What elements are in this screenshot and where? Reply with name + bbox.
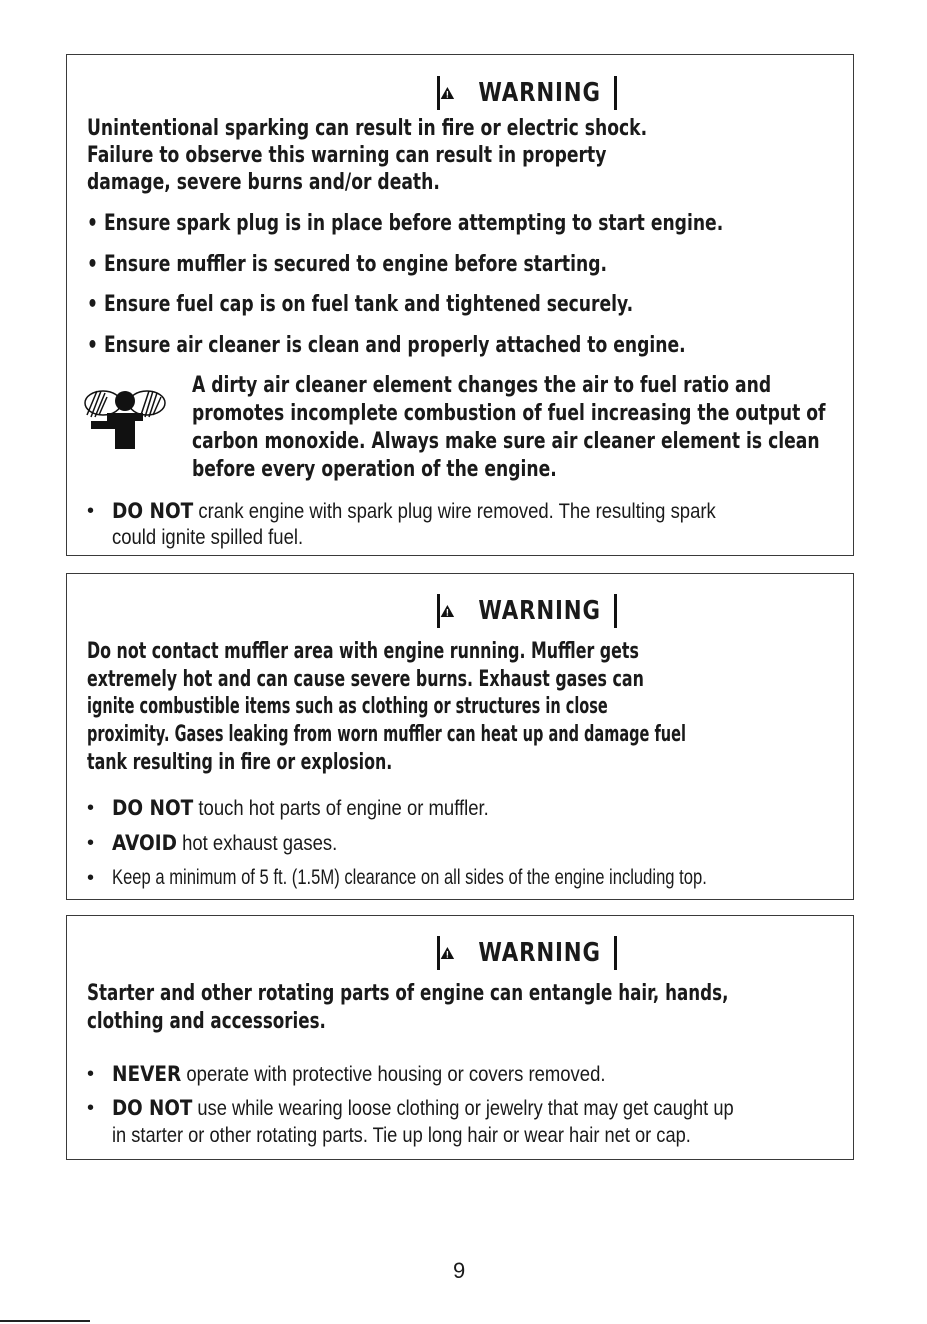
bullet-rest: operate with protective housing or covers removed. [181,1063,606,1086]
footer-rule [0,1320,90,1322]
intro-line: tank resulting in fire or explosion. [87,750,393,775]
warning-triangle-icon [440,601,455,621]
bullet-line2: in starter or other rotating parts. Tie up long hair or wear hair net or cap. [112,1124,691,1147]
intro-line: Do not contact muffler area with engine running. Muffler gets [87,639,639,664]
intro-line: proximity. Gases leaking from worn muffler can heat up and damage fuel [87,722,686,747]
cleaner-note-line: carbon monoxide. Always make sure air cleaner element is clean [192,429,820,454]
intro-line: ignite combustible items such as clothing or structures in close [87,694,608,719]
bullet-emphasis: NEVER [112,1062,182,1086]
cleaner-note-line: A dirty air cleaner element changes the air to fuel ratio and [192,373,772,398]
warning-label-text: WARNING [478,596,601,626]
bullet-item [112,829,337,858]
bullet-item: • Ensure spark plug is in place before attempting to start engine. [87,211,724,236]
warning-box-sparking [66,54,854,556]
cleaner-note-line: promotes incomplete combustion of fuel increasing the output of [192,401,826,426]
warning-triangle-icon [440,943,455,963]
cleaner-note [192,372,839,484]
bullet-dot: • [87,500,95,522]
intro-line: Starter and other rotating parts of engine can entangle hair, hands, [87,981,729,1006]
intro-line: Failure to observe this warning can result in property [87,143,607,168]
bullet-emphasis: DO NOT [112,1096,193,1120]
bullet-item: • Ensure fuel cap is on fuel tank and tightened securely. [87,292,634,317]
do-not-crank-text [112,497,716,526]
bullet-dot: • [87,867,95,889]
warning-box-rotating-parts [66,915,854,1160]
do-not-rest: crank engine with spark plug wire removed. The resulting spark [193,500,716,523]
do-not-crank-line2: could ignite spilled fuel. [112,526,304,549]
bullet-rest: use while wearing loose clothing or jewelry that may get caught up [192,1097,734,1120]
bullet-rest: touch hot parts of engine or muffler. [193,797,489,820]
bullet-dot: • [87,1063,95,1085]
warning-label-text: WARNING [478,938,601,968]
bullet-dot: • [87,832,95,854]
bullet-rest: hot exhaust gases. [176,832,338,855]
bullet-emphasis: AVOID [112,831,177,855]
bullet-dot: • [87,1097,95,1119]
bullet-item: • Ensure muffler is secured to engine before starting. [87,252,608,277]
bullet-item: • Ensure air cleaner is clean and properly attached to engine. [87,333,686,358]
warning-box-muffler [66,573,854,900]
warning-label [437,76,617,110]
toxic-fumes-icon [81,381,171,451]
page-number: 9 [453,1258,466,1283]
bullet-dot: • [87,797,95,819]
do-not-emphasis: DO NOT [112,499,194,523]
bullet-item: Keep a minimum of 5 ft. (1.5M) clearance on all sides of the engine including top. [112,866,707,889]
intro-line: extremely hot and can cause severe burns. Exhaust gases can [87,667,644,692]
intro-line: damage, severe burns and/or death. [87,170,440,195]
warning-label [437,594,617,628]
bullet-item [112,1060,605,1089]
intro-line: clothing and accessories. [87,1009,326,1034]
warning-label-text: WARNING [478,78,601,108]
cleaner-note-line: before every operation of the engine. [192,457,557,482]
intro-line: Unintentional sparking can result in fire or electric shock. [87,116,648,141]
bullet-item [112,1094,734,1123]
warning-label [437,936,617,970]
bullet-item [112,794,489,823]
warning-triangle-icon [440,83,455,103]
bullet-emphasis: DO NOT [112,796,194,820]
